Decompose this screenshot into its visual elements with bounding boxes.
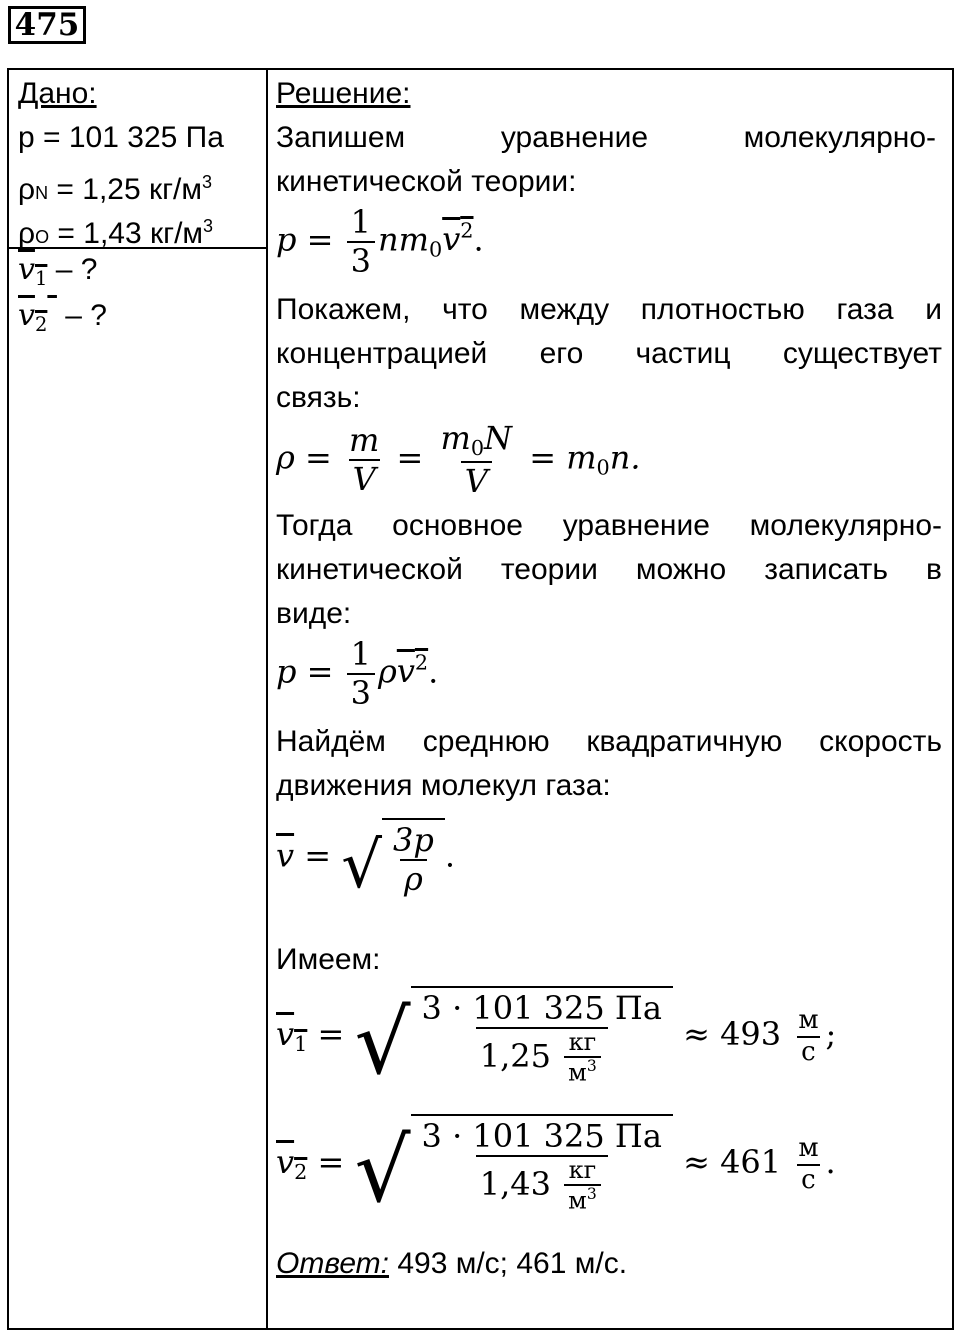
given-pressure: p = 101 325 Па	[18, 121, 224, 154]
find-v2: $v_2$ – ?	[18, 298, 107, 336]
formula-rms-speed: $\overline{v}$ = √ $\frac{3p}{\rho}$ .	[276, 818, 455, 898]
solution-line-1: Запишем уравнение молекулярно-	[276, 121, 936, 154]
solution-line-5: связь:	[276, 381, 361, 414]
formula-v2-calc: $v_2$ = √ 3 · 101 325 Па 1,43 $\frac{кг}{м^3}$ ≈ 461 $\frac{м}{с}$ .	[276, 1114, 836, 1215]
formula-v1-calc: $v_1$ = √ 3 · 101 325 Па 1,25 $\frac{кг}{м^3}$ ≈ 493 $\frac{м}{с}$ ;	[276, 986, 836, 1087]
given-header: Дано:	[18, 77, 97, 110]
column-divider	[266, 70, 268, 1328]
solution-line-10: движения молекул газа:	[276, 769, 611, 802]
solution-line-9: Найдём среднюю квадратичную скорость	[276, 725, 942, 758]
formula-main-equation: p = $\frac{1}{3}$ $nm_0v^2$.	[276, 203, 484, 280]
given-density-nitrogen: ρN = 1,25 $кг/м^3$	[18, 172, 213, 206]
answer-line	[276, 1242, 627, 1286]
solution-line-6: Тогда основное уравнение молекулярно-	[276, 509, 942, 542]
solution-line-11: Имеем:	[276, 943, 381, 976]
formula-density-relation: ρ = $\frac{m}{V}$ = $\frac{m_0N}{V}$ = $m_0n$.	[276, 419, 641, 501]
solution-line-8: виде:	[276, 597, 352, 630]
solution-line-7: кинетической теории можно записать в	[276, 553, 942, 586]
problem-number: 475	[8, 6, 86, 44]
formula-density-form: p = $\frac{1}{3}$ $\rho v^2$.	[276, 635, 439, 712]
solution-header: Решение:	[276, 77, 411, 110]
solution-line-2: кинетической теории:	[276, 165, 577, 198]
solution-line-4: концентрацией его частиц существует	[276, 337, 942, 370]
given-density-oxygen: ρO = 1,43 $кг/м^3$	[18, 216, 214, 250]
answer-label: Ответ:	[276, 1247, 389, 1280]
find-v1: $v_1$ – ?	[18, 252, 98, 290]
solution-line-3: Покажем, что между плотностью газа и	[276, 293, 942, 326]
answer-value: 493 м/с; 461 м/с.	[389, 1247, 628, 1280]
